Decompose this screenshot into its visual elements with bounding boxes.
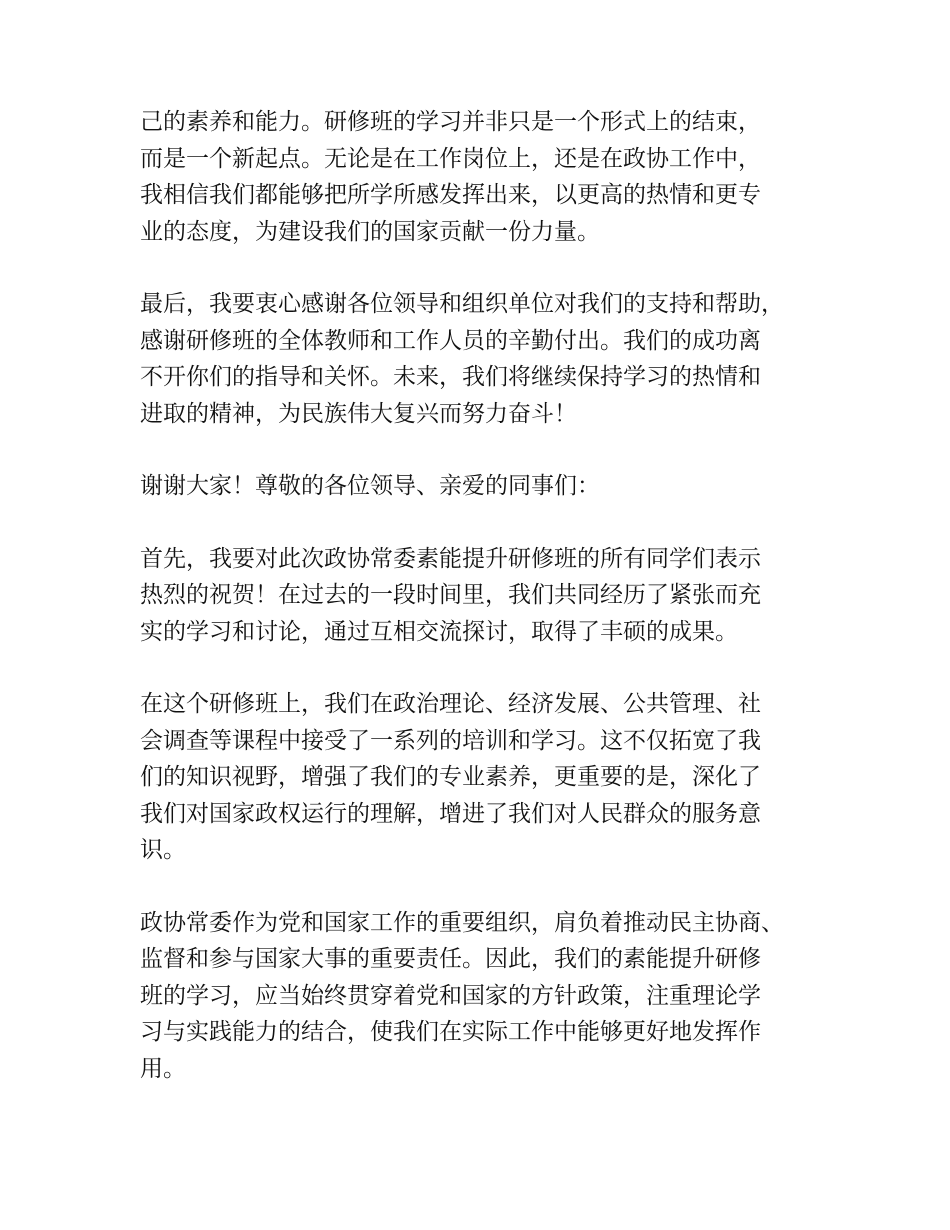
text-line: 最后，我要衷心感谢各位领导和组织单位对我们的支持和帮助， [140,291,784,317]
text-line: 会调查等课程中接受了一系列的培训和学习。这不仅拓宽了我 [140,727,761,754]
paragraph [140,686,830,869]
paragraph [140,468,830,505]
text-line: 们的知识视野，增强了我们的专业素养，更重要的是，深化了 [140,764,761,790]
text-line: 我们对国家政权运行的理解，增进了我们对人民群众的服务意 [140,800,761,827]
text-line: 习与实践能力的结合，使我们在实际工作中能够更好地发挥作 [140,1019,761,1045]
text-line: 用。 [140,1055,186,1082]
text-line: 识。 [140,837,186,863]
text-line: 监督和参与国家大事的重要责任。因此，我们的素能提升研修 [140,946,761,972]
paragraph [140,541,830,651]
text-line: 己的素养和能力。研修班的学习并非只是一个形式上的结束， [140,109,761,135]
text-line: 首先，我要对此次政协常委素能提升研修班的所有同学们表示 [140,545,761,572]
text-line: 班的学习，应当始终贯穿着党和国家的方针政策，注重理论学 [140,982,761,1009]
text-line: 谢谢大家！尊敬的各位领导、亲爱的同事们： [140,473,600,499]
paragraph [140,104,830,250]
text-line: 不开你们的指导和关怀。未来，我们将继续保持学习的热情和 [140,364,761,390]
document-body [140,104,830,1123]
text-line: 我相信我们都能够把所学所感发挥出来，以更高的热情和更专 [140,182,761,208]
text-line: 在这个研修班上，我们在政治理论、经济发展、公共管理、社 [140,691,761,717]
text-line: 热烈的祝贺！在过去的一段时间里，我们共同经历了紧张而充 [140,582,761,608]
text-line: 而是一个新起点。无论是在工作岗位上，还是在政协工作中， [140,145,761,172]
text-line: 感谢研修班的全体教师和工作人员的辛勤付出。我们的成功离 [140,327,761,354]
paragraph [140,286,830,432]
paragraph [140,905,830,1088]
text-line: 进取的精神，为民族伟大复兴而努力奋斗！ [140,400,577,427]
text-line: 实的学习和讨论，通过互相交流探讨，取得了丰硕的成果。 [140,618,738,645]
text-line: 业的态度，为建设我们的国家贡献一份力量。 [140,218,600,245]
text-line: 政协常委作为党和国家工作的重要组织，肩负着推动民主协商、 [140,909,784,936]
